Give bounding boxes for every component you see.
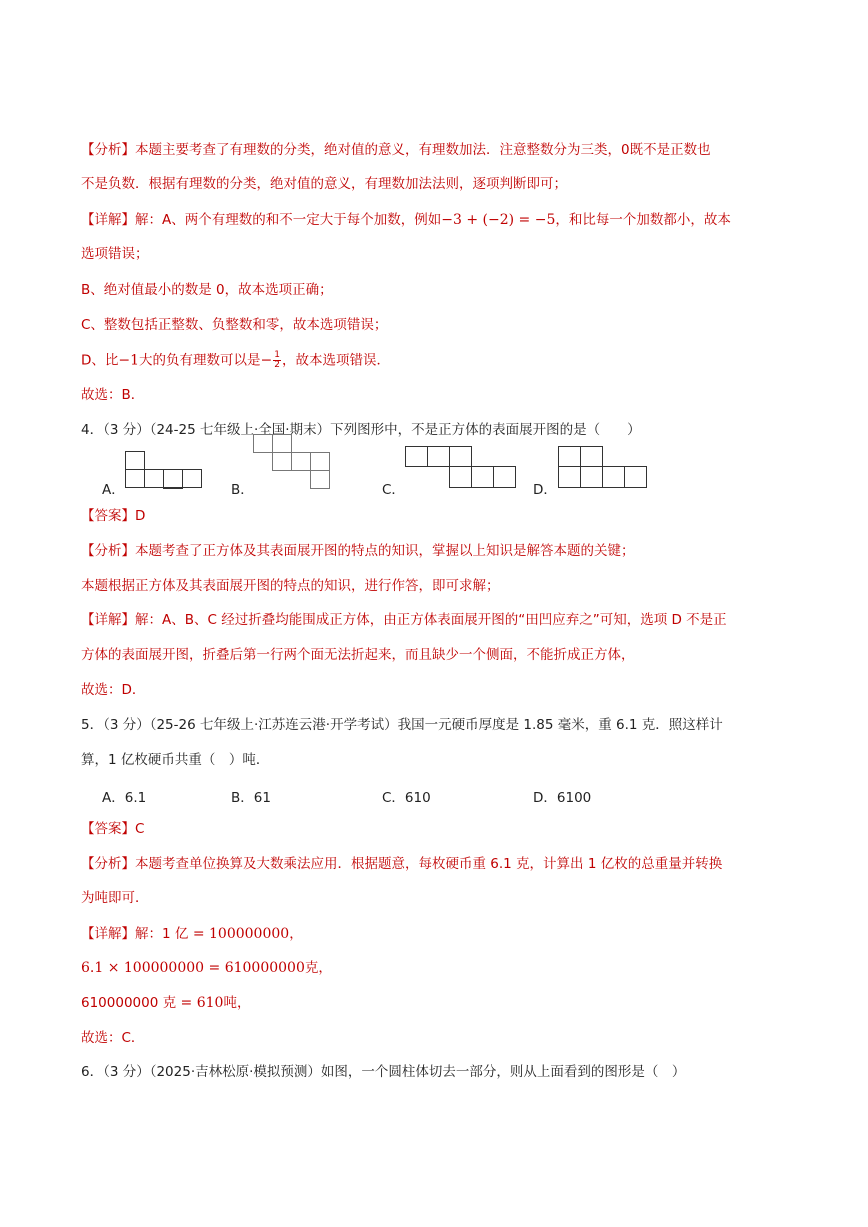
detail-tag: 【详解】 — [81, 926, 135, 942]
cube-net-d-figure — [557, 445, 649, 491]
q3-detail-d — [81, 351, 390, 370]
q4-option-a-label[interactable]: A． — [102, 482, 125, 498]
q6-stem: 6．（3 分）（2025·吉林松原·模拟预测）如图，一个圆柱体切去一部分，则从上面看到的图形是（ ） — [81, 1064, 686, 1080]
q4-option-b-label[interactable]: B． — [231, 482, 254, 498]
q5-option-d[interactable]: D．6100 — [533, 790, 592, 806]
analysis-tag: 【分析】 — [81, 142, 135, 158]
q5-detail-line-1 — [81, 925, 303, 943]
detail-text: 吨， — [223, 995, 251, 1011]
fraction-numerator: 1 — [274, 350, 281, 360]
math-expression: −3 + (−2) = −5 — [441, 212, 556, 228]
q4-detail-line-1 — [81, 611, 727, 629]
q3-detail-line-1 — [81, 211, 731, 229]
q5-detail-line-2 — [81, 959, 332, 977]
q5-option-a[interactable]: A．6.1 — [102, 790, 147, 806]
q3-choice: 故选：B． — [81, 387, 145, 403]
q3-detail-c: C、整数包括正整数、负整数和零，故本选项错误； — [81, 317, 388, 333]
q5-detail-line-3 — [81, 994, 250, 1012]
q4-analysis-line-2: 本题根据正方体及其表面展开图的特点的知识，进行作答，即可求解； — [81, 578, 500, 594]
detail-text: 解：A、两个有理数的和不一定大于每个加数，例如 — [135, 212, 442, 228]
cube-net-b-figure — [252, 433, 332, 491]
math-expression: −1 — [118, 352, 140, 369]
analysis-tag: 【分析】 — [81, 856, 135, 872]
analysis-text: 本题考查了正方体及其表面展开图的特点的知识，掌握以上知识是解答本题的关键； — [135, 543, 635, 559]
q4-answer: 【答案】D — [81, 508, 146, 524]
math-expression: = 100000000 — [188, 926, 290, 942]
q5-option-c[interactable]: C．610 — [382, 790, 431, 806]
math-minus: − — [260, 352, 273, 369]
q4-choice: 故选：D． — [81, 682, 146, 698]
q5-analysis-line-2: 为吨即可． — [81, 890, 149, 906]
q5-option-b[interactable]: B．61 — [231, 790, 271, 806]
q3-detail-line-2: 选项错误； — [81, 246, 149, 262]
detail-text: 大的负有理数可以是 — [139, 352, 261, 369]
detail-tag: 【详解】 — [81, 612, 135, 628]
q5-answer: 【答案】C — [81, 821, 145, 837]
detail-text: 610000000 克 — [81, 995, 177, 1011]
detail-text: 解：A、B、C 经过折叠均能围成正方体，由正方体表面展开图的“田凹应弃之”可知，选项 D 不是正 — [135, 612, 727, 628]
math-expression: = 610 — [176, 995, 224, 1011]
fraction — [273, 351, 281, 370]
detail-tag: 【详解】 — [81, 212, 135, 228]
q3-analysis-line-1 — [81, 141, 711, 159]
q4-option-c-label[interactable]: C． — [382, 482, 405, 498]
analysis-text: 本题主要考查了有理数的分类，绝对值的意义，有理数加法．注意整数分为三类，0既不是正数也 — [135, 142, 711, 158]
q5-stem-line-2: 算，1 亿枚硬币共重（ ）吨． — [81, 752, 270, 768]
detail-text: D、比 — [81, 352, 119, 369]
analysis-tag: 【分析】 — [81, 543, 135, 559]
analysis-text: 本题考查单位换算及大数乘法应用．根据题意，每枚硬币重 6.1 克，计算出 1 亿枚的总重量并转换 — [135, 856, 723, 872]
cube-net-a-bottom — [162, 468, 184, 489]
q5-choice: 故选：C． — [81, 1030, 145, 1046]
q5-analysis-line-1 — [81, 855, 722, 873]
q3-detail-b: B、绝对值最小的数是 0，故本选项正确； — [81, 282, 333, 298]
q4-option-d-label[interactable]: D． — [533, 482, 557, 498]
math-expression: 6.1 × 100000000 = 610000000 — [81, 960, 305, 976]
detail-text: 解：1 亿 — [135, 926, 189, 942]
detail-text: ，和比每一个加数都小，故本 — [555, 212, 731, 228]
q3-analysis-line-2: 不是负数．根据有理数的分类，绝对值的意义，有理数加法法则，逐项判断即可； — [81, 176, 567, 192]
fraction-denominator: 2 — [274, 360, 281, 370]
q4-stem: 4．（3 分）（24-25 七年级上·全国·期末）下列图形中，不是正方体的表面展开图的是（ ） — [81, 422, 641, 438]
q4-analysis-line-1 — [81, 542, 635, 560]
cube-net-c-figure — [404, 445, 518, 491]
q5-stem-line-1: 5．（3 分）（25-26 七年级上·江苏连云港·开学考试）我国一元硬币厚度是 1.85 毫米，重 6.1 克．照这样计 — [81, 717, 723, 733]
detail-text: ，故本选项错误． — [282, 352, 391, 369]
detail-text: 克， — [304, 960, 332, 976]
detail-text: ， — [289, 926, 303, 942]
q4-detail-line-2: 方体的表面展开图，折叠后第一行两个面无法折起来，而且缺少一个侧面，不能折成正方体， — [81, 647, 635, 663]
